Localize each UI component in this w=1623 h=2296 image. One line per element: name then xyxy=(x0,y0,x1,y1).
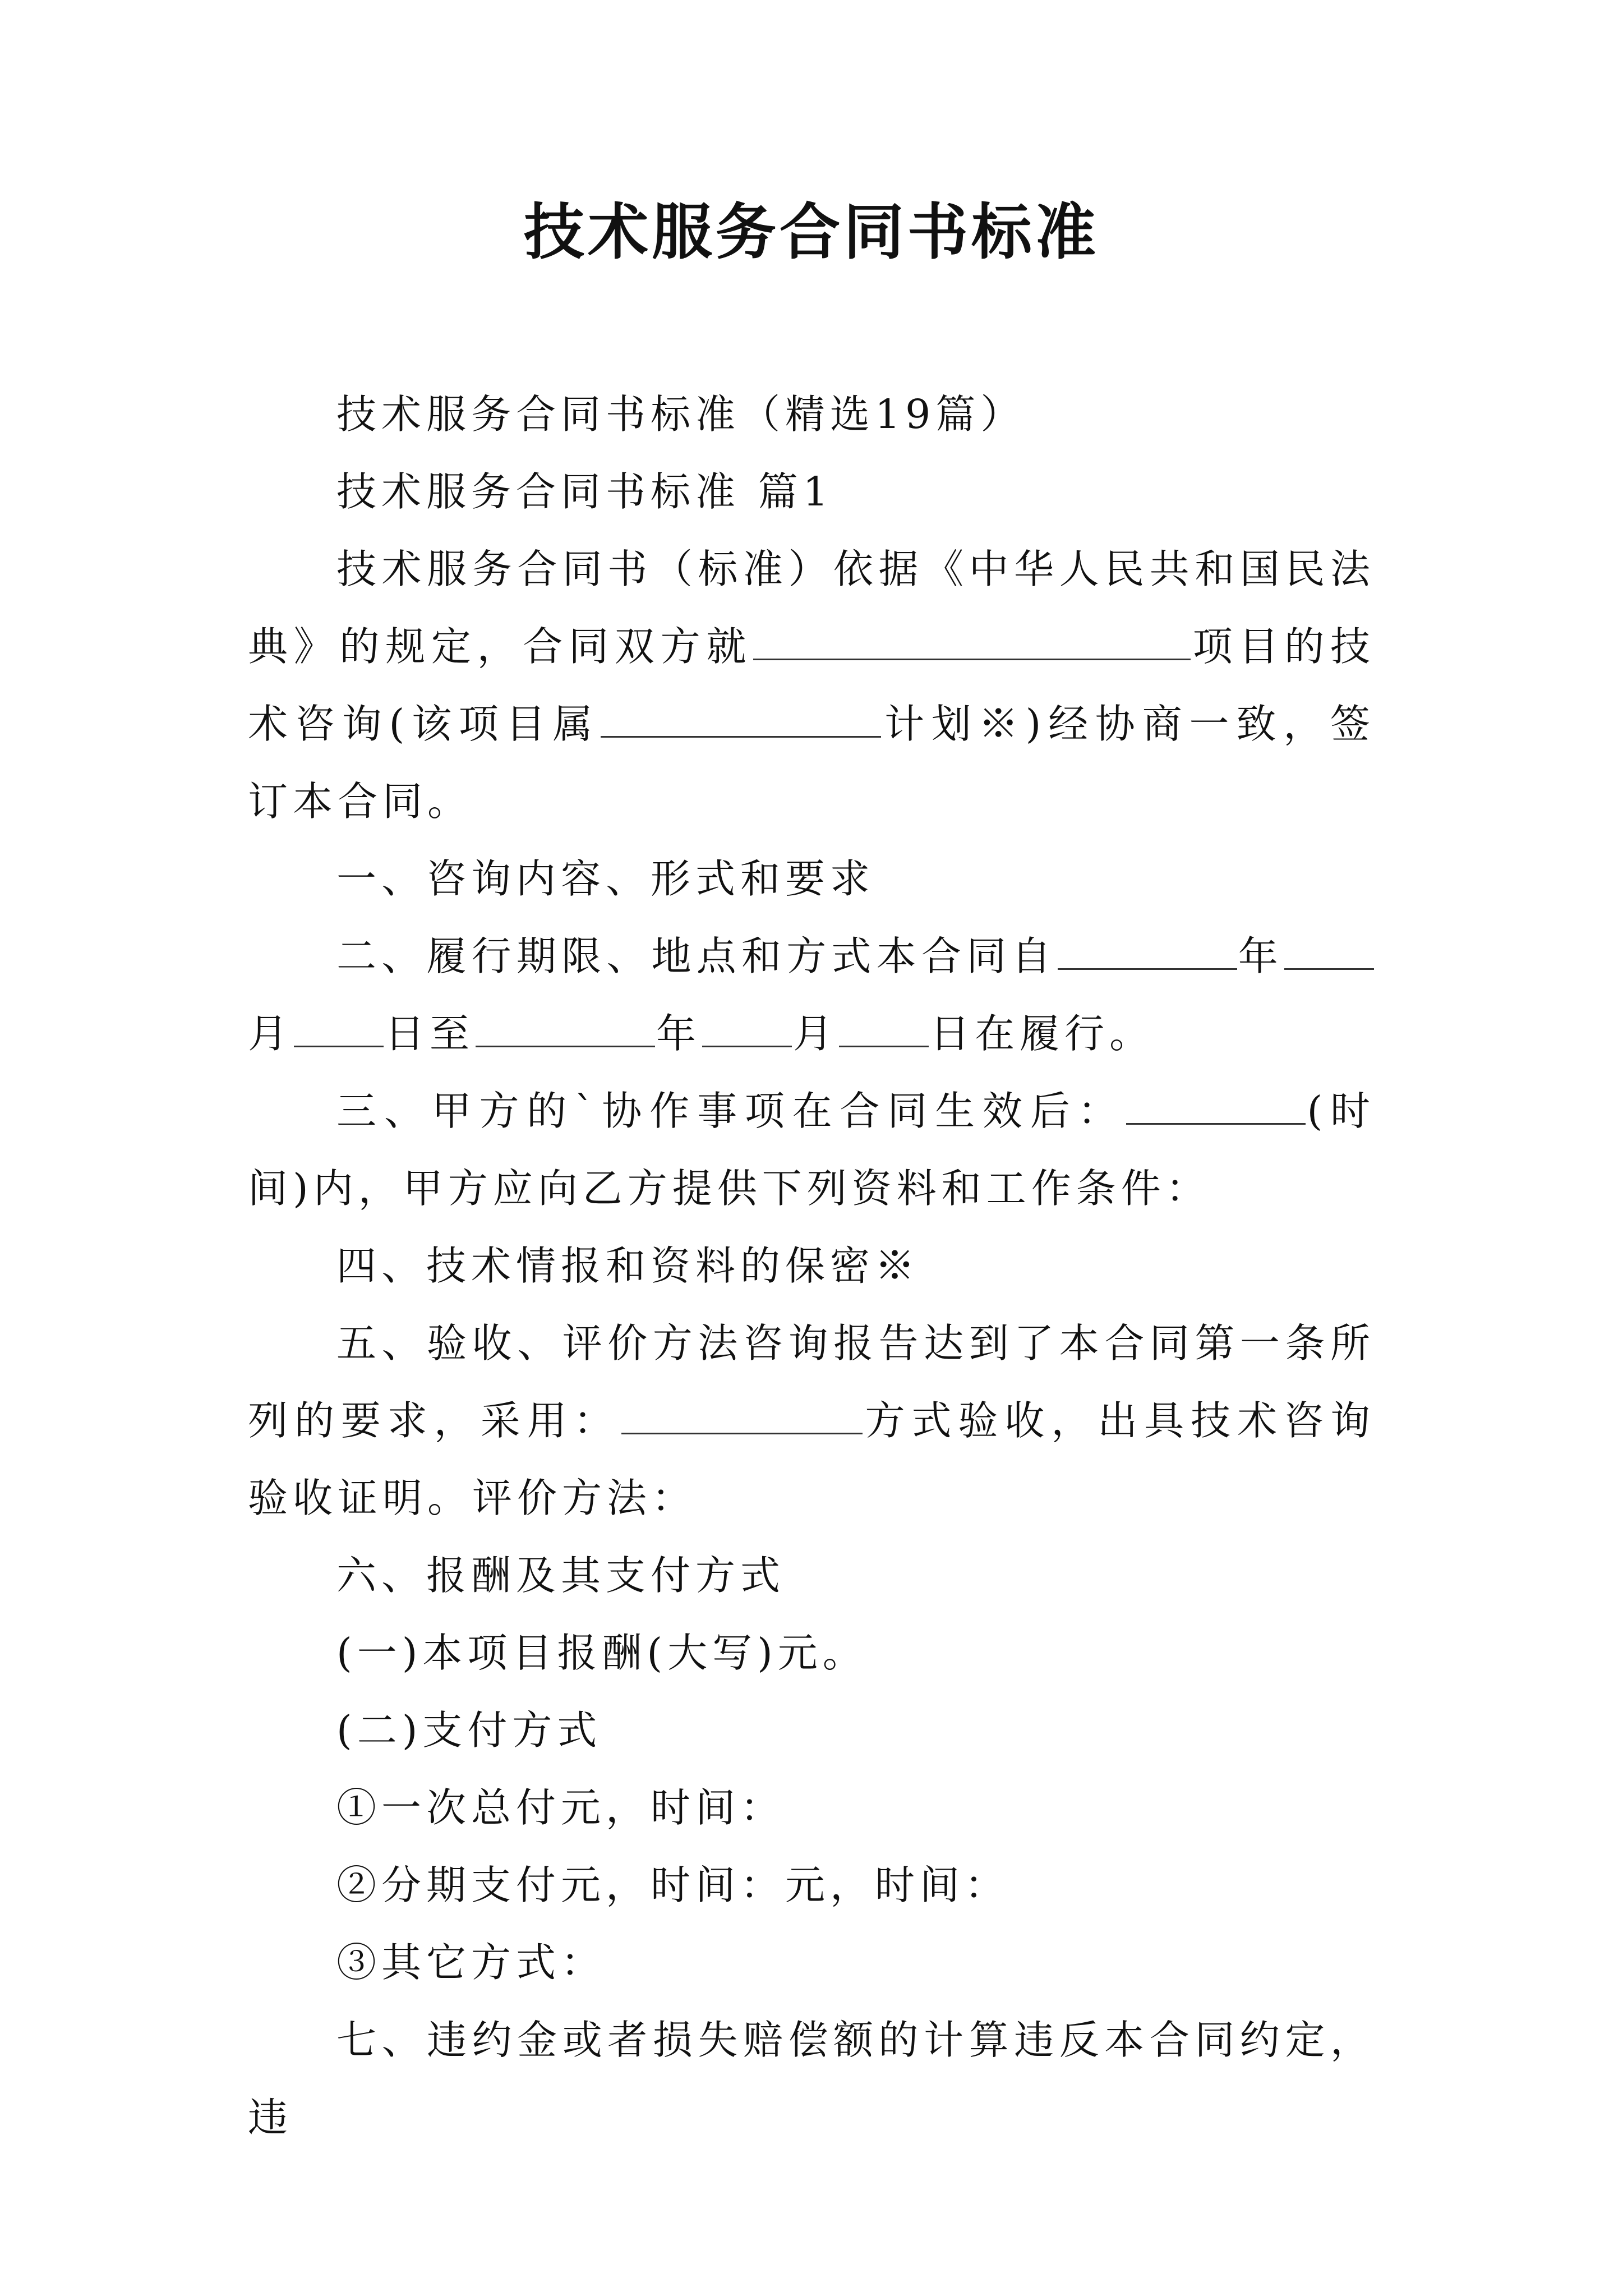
clause-2-end-month-label: 月 xyxy=(793,1010,838,1057)
paragraph-item-2: (二)支付方式 xyxy=(336,1707,602,1754)
start-month-blank xyxy=(1284,933,1374,970)
paragraph-payment-2: ②分期支付元，时间：元，时间： xyxy=(336,1862,1010,1908)
clause-2-end-year-label: 年 xyxy=(656,1010,702,1057)
end-day-blank xyxy=(839,1011,929,1047)
clause-5-text-b: 方式验收，出具技术咨询验收证明。评价方法： xyxy=(248,1397,1375,1521)
paragraph-chapter-heading: 技术服务合同书标准 篇1 xyxy=(336,468,833,515)
paragraph-clause-6: 六、报酬及其支付方式 xyxy=(336,1552,786,1599)
clause-2-month-label: 月 xyxy=(248,1010,293,1057)
paragraph-clause-1: 一、咨询内容、形式和要求 xyxy=(336,855,875,902)
paragraph-payment-3: ③其它方式： xyxy=(336,1939,606,1986)
paragraph-payment-1: ①一次总付元，时间： xyxy=(336,1784,786,1831)
paragraph-clause-4: 四、技术情报和资料的保密※ xyxy=(336,1243,920,1289)
paragraph-preamble xyxy=(248,531,1375,840)
preamble-text-b: 项目的技术咨询(该项目属 xyxy=(248,623,1375,747)
end-year-blank xyxy=(476,1011,655,1047)
preamble-text-c: 计划※)经协商一致，签订本合同。 xyxy=(248,701,1376,825)
paragraph-clause-3 xyxy=(248,1073,1375,1227)
preamble-text-a: 技术服务合同书（标准）依据《中华人民共和国民法典》的规定，合同双方就 xyxy=(248,546,1375,670)
end-month-blank xyxy=(702,1011,792,1047)
clause-3-text-b: (时间)内，甲方应向乙方提供下列资料和工作条件： xyxy=(248,1088,1375,1212)
project-name-blank xyxy=(753,624,1191,660)
clause-2-text-a: 二、履行期限、地点和方式本合同自 xyxy=(336,933,1057,979)
clause-2-text-end: 日在履行。 xyxy=(930,1010,1155,1057)
acceptance-method-blank xyxy=(621,1398,863,1434)
clause-3-text-a: 三、甲方的`协作事项在合同生效后： xyxy=(336,1088,1126,1134)
clause-2-year-label: 年 xyxy=(1238,933,1283,979)
paragraph-item-1: (一)本项目报酬(大写)元。 xyxy=(336,1630,868,1676)
time-blank xyxy=(1126,1088,1306,1125)
paragraph-clause-2 xyxy=(248,918,1375,1073)
paragraph-clause-7: 七、违约金或者损失赔偿额的计算违反本合同约定，违 xyxy=(248,2017,1375,2141)
plan-name-blank xyxy=(601,701,881,738)
clause-5-text-a: 五、验收、评价方法咨询报告达到了本合同第一条所列的要求，采用： xyxy=(248,1320,1375,1444)
start-year-blank xyxy=(1058,933,1237,970)
document-body xyxy=(248,376,1375,2156)
document-title: 技术服务合同书标准 xyxy=(523,197,1099,268)
paragraph-subtitle: 技术服务合同书标准（精选19篇） xyxy=(336,391,1026,438)
paragraph-clause-5 xyxy=(248,1305,1375,1537)
start-day-blank xyxy=(294,1011,384,1047)
clause-2-day-to-label: 日至 xyxy=(385,1010,475,1057)
